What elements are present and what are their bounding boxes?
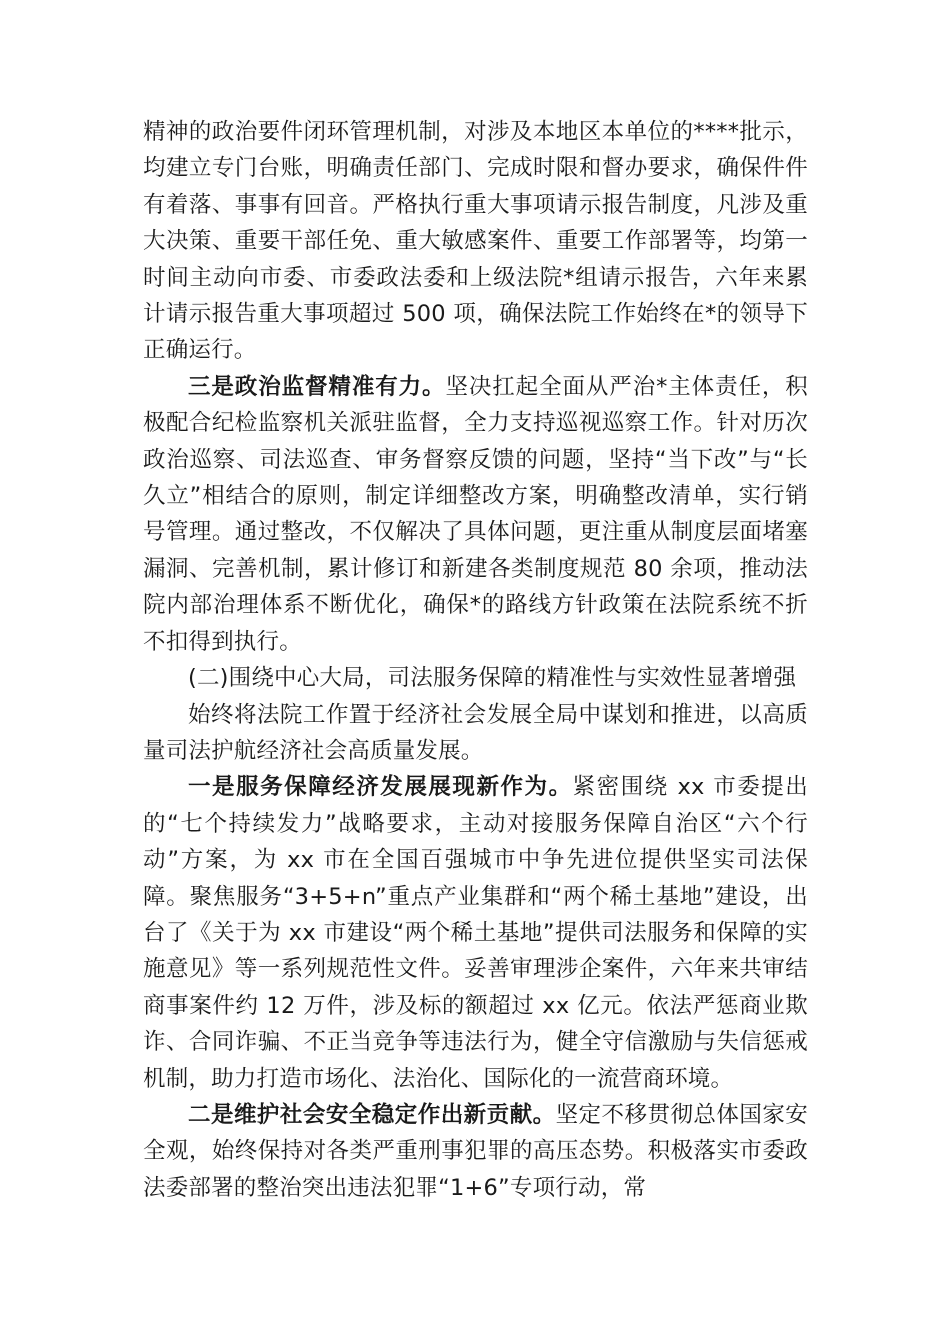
section-heading [143,660,808,696]
paragraph-social-stability [143,1097,808,1206]
paragraph-text: 紧密围绕 xx 市委提出的“七个持续发力”战略要求，主动对接服务保障自治区“六个行动”方案，为 xx 市在全国百强城市中争先进位提供坚实司法保障。聚焦服务“3+5+n”重点产业集群和“两个稀土基地”建设，出台了《关于为 xx 市建设“两个稀土基地”提供司法服务和保障的实施意见》等一系列规范性文件。妥善审理涉企案件，六年来共审结商事案件约 12 万件，涉及标的额超过 xx 亿元。依法严惩商业欺诈、合同诈骗、不正当竞争等违法行为，健全守信激励与失信惩戒机制，助力打造市场化、法治化、国际化的一流营商环境。 [143,774,809,1092]
paragraph-continuation [143,114,808,369]
paragraph-economic-service [143,769,808,1097]
section-heading-text: (二)围绕中心大局，司法服务保障的精准性与实效性显著增强 [188,665,797,692]
paragraph-heading: 二是维护社会安全稳定作出新贡献。 [188,1101,556,1128]
paragraph-text: 坚决扛起全面从严治*主体责任，积极配合纪检监察机关派驻监督，全力支持巡视巡察工作。针对历次政治巡察、司法巡查、审务督察反馈的问题，坚持“当下改”与“长久立”相结合的原则，制定详细整改方案，明确整改清单，实行销号管理。通过整改，不仅解决了具体问题，更注重从制度层面堵塞漏洞、完善机制，累计修订和新建各类制度规范 80 余项，推动法院内部治理体系不断优化，确保*的路线方针政策在法院系统不折不扣得到执行。 [143,373,809,655]
paragraph-heading: 一是服务保障经济发展展现新作为。 [188,774,573,801]
paragraph-heading: 三是政治监督精准有力。 [188,373,446,400]
document-body [143,114,808,1206]
paragraph-text: 始终将法院工作置于经济社会发展全局中谋划和推进，以高质量司法护航经济社会高质量发展。 [143,701,808,764]
paragraph-text: 精神的政治要件闭环管理机制，对涉及本地区本单位的****批示，均建立专门台账，明确责任部门、完成时限和督办要求，确保件件有着落、事事有回音。严格执行重大事项请示报告制度，凡涉及重大决策、重要干部任免、重大敏感案件、重要工作部署等，均第一时间主动向市委、市委政法委和上级法院*组请示报告，六年来累计请示报告重大事项超过 500 项，确保法院工作始终在*的领导下正确运行。 [143,119,808,364]
paragraph-political-supervision [143,369,808,660]
paragraph-intro [143,697,808,770]
paragraph-text: 坚定不移贯彻总体国家安全观，始终保持对各类严重刑事犯罪的高压态势。积极落实市委政法委部署的整治突出违法犯罪“1+6”专项行动，常 [143,1101,809,1201]
